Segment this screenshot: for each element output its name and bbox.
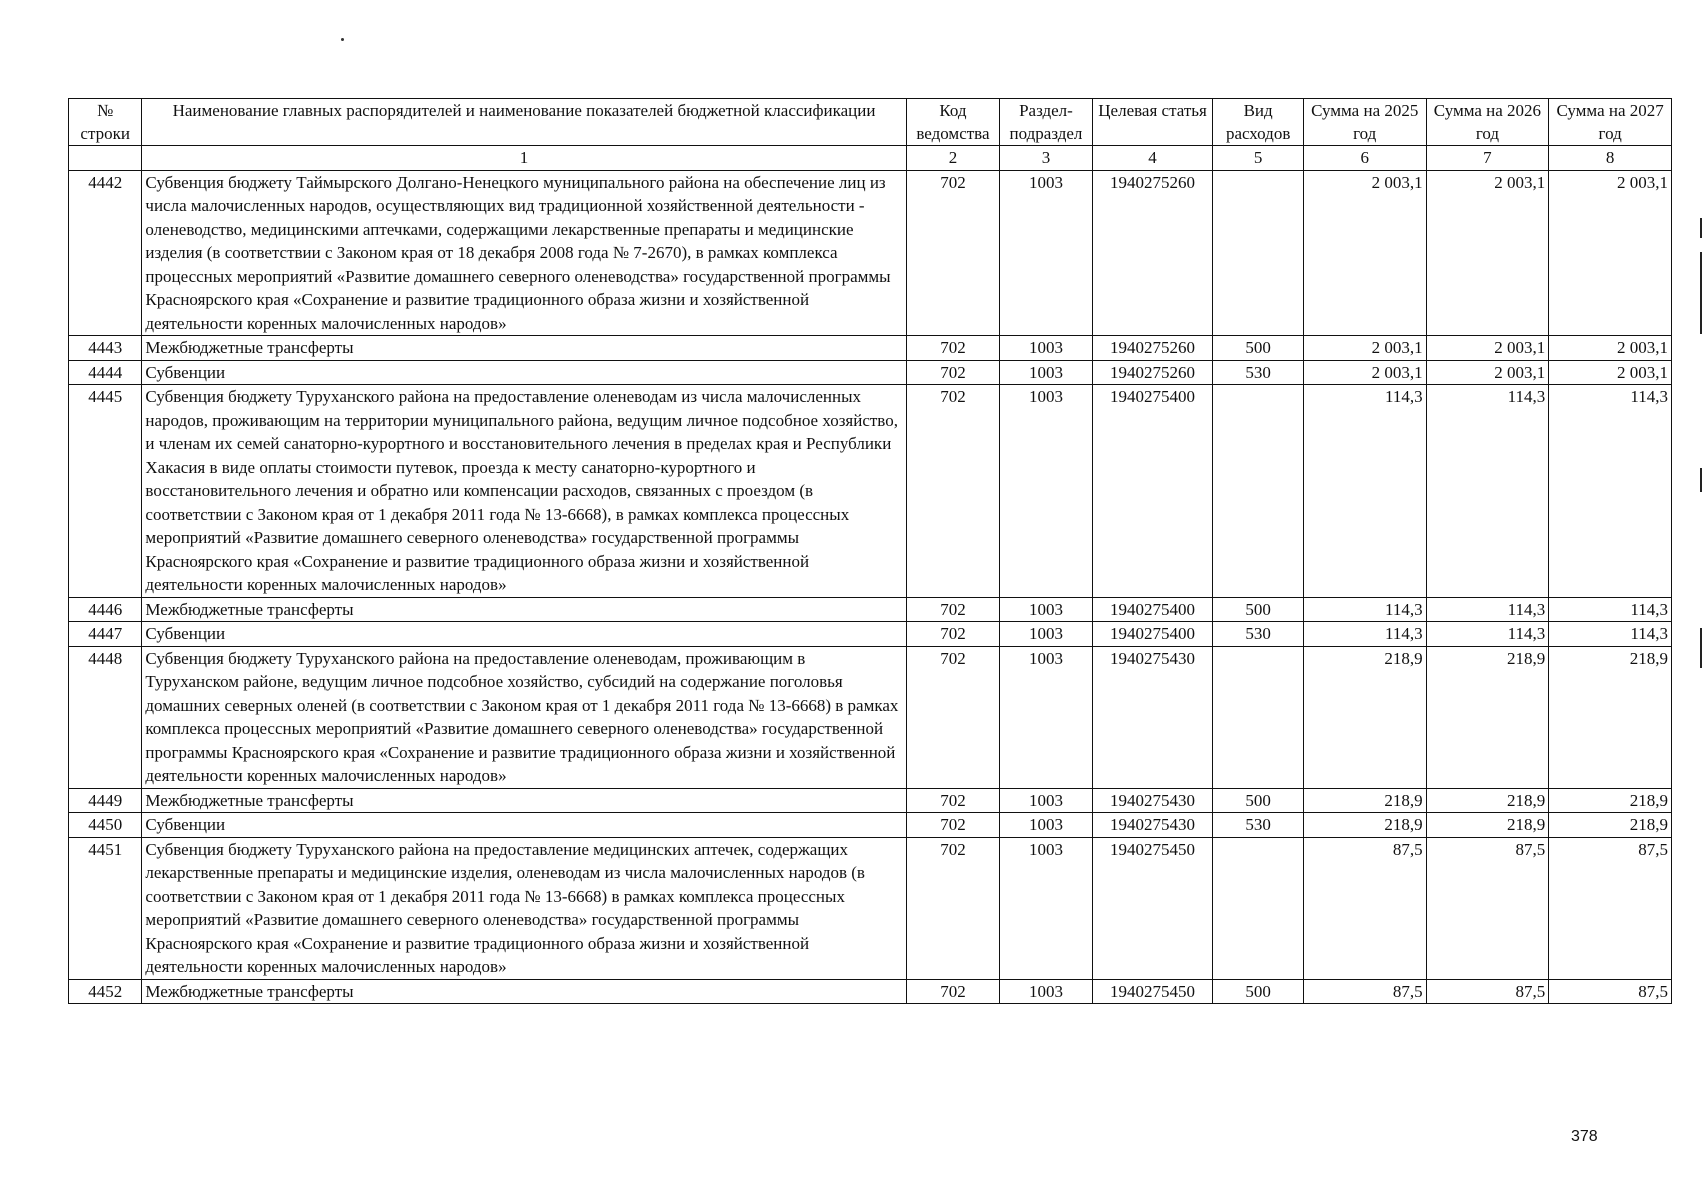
sum-2026: 2 003,1 [1426, 336, 1549, 361]
section-code: 1003 [1000, 360, 1093, 385]
row-number: 4442 [69, 170, 142, 336]
column-number: 3 [1000, 146, 1093, 171]
table-row [69, 837, 1672, 979]
target-article: 1940275400 [1092, 622, 1213, 647]
row-name: Межбюджетные трансферты [142, 788, 906, 813]
row-number: 4446 [69, 597, 142, 622]
row-number: 4451 [69, 837, 142, 979]
sum-2026: 114,3 [1426, 597, 1549, 622]
target-article: 1940275400 [1092, 385, 1213, 598]
expense-type [1213, 837, 1304, 979]
column-number: 1 [142, 146, 906, 171]
department-code: 702 [906, 336, 1000, 361]
header-section: Раздел-подраздел [1000, 99, 1093, 146]
expense-type: 500 [1213, 336, 1304, 361]
scan-edge-mark [1700, 218, 1702, 238]
scan-edge-mark [1700, 468, 1702, 492]
department-code: 702 [906, 646, 1000, 788]
sum-2027: 2 003,1 [1549, 360, 1672, 385]
expense-type: 530 [1213, 622, 1304, 647]
expense-type: 500 [1213, 788, 1304, 813]
target-article: 1940275430 [1092, 813, 1213, 838]
sum-2026: 87,5 [1426, 979, 1549, 1004]
sum-2025: 2 003,1 [1303, 336, 1426, 361]
sum-2025: 218,9 [1303, 646, 1426, 788]
header-target-article: Целевая статья [1092, 99, 1213, 146]
row-name: Субвенция бюджету Туруханского района на предоставление оленеводам из числа малочисленных народов, проживающим на территории муниципального района, ведущим личное подсобное хозяйство, и членам их семей санаторно-курортного и восстановительного лечения в пределах края и Республики Хакасия в виде оплаты стоимости путевок, проезда к месту санаторно-курортного и восстановительного лечения и обратно или компенсации расходов, связанных с проездом (в соответствии с Законом края от 1 декабря 2011 года № 13-6668), в рамках комплекса процессных мероприятий «Развитие домашнего северного оленеводства» государственной программы Красноярского края «Сохранение и развитие традиционного образа жизни и хозяйственной деятельности коренных малочисленных народов» [142, 385, 906, 598]
table-row [69, 622, 1672, 647]
sum-2026: 2 003,1 [1426, 360, 1549, 385]
row-name: Субвенция бюджету Туруханского района на предоставление оленеводам, проживающим в Туруханском районе, ведущим личное подсобное хозяйство, субсидий на содержание поголовья домашних северных оленей (в соответствии с Законом края от 1 декабря 2011 года № 13-6668) в рамках комплекса процессных мероприятий «Развитие домашнего северного оленеводства» государственной программы Красноярского края «Сохранение и развитие традиционного образа жизни и хозяйственной деятельности коренных малочисленных народов» [142, 646, 906, 788]
sum-2026: 114,3 [1426, 385, 1549, 598]
target-article: 1940275400 [1092, 597, 1213, 622]
sum-2027: 114,3 [1549, 622, 1672, 647]
department-code: 702 [906, 597, 1000, 622]
row-name: Субвенции [142, 360, 906, 385]
table-row [69, 597, 1672, 622]
department-code: 702 [906, 788, 1000, 813]
sum-2025: 87,5 [1303, 837, 1426, 979]
row-name: Межбюджетные трансферты [142, 336, 906, 361]
header-sum-2025: Сумма на 2025 год [1303, 99, 1426, 146]
expense-type [1213, 646, 1304, 788]
department-code: 702 [906, 837, 1000, 979]
sum-2027: 2 003,1 [1549, 170, 1672, 336]
department-code: 702 [906, 813, 1000, 838]
column-number: 4 [1092, 146, 1213, 171]
sum-2027: 218,9 [1549, 646, 1672, 788]
header-row [69, 99, 1672, 146]
sum-2025: 114,3 [1303, 385, 1426, 598]
scan-speck [341, 38, 344, 41]
row-number: 4444 [69, 360, 142, 385]
department-code: 702 [906, 360, 1000, 385]
row-number: 4449 [69, 788, 142, 813]
expense-type: 500 [1213, 597, 1304, 622]
section-code: 1003 [1000, 837, 1093, 979]
sum-2025: 2 003,1 [1303, 170, 1426, 336]
table-row [69, 788, 1672, 813]
sum-2027: 87,5 [1549, 837, 1672, 979]
sum-2027: 114,3 [1549, 597, 1672, 622]
section-code: 1003 [1000, 788, 1093, 813]
section-code: 1003 [1000, 646, 1093, 788]
section-code: 1003 [1000, 385, 1093, 598]
page-number: 378 [1571, 1128, 1598, 1145]
sum-2026: 87,5 [1426, 837, 1549, 979]
sum-2026: 114,3 [1426, 622, 1549, 647]
table-row [69, 170, 1672, 336]
row-number: 4448 [69, 646, 142, 788]
header-expense-type: Вид расходов [1213, 99, 1304, 146]
sum-2025: 114,3 [1303, 597, 1426, 622]
section-code: 1003 [1000, 622, 1093, 647]
row-name: Межбюджетные трансферты [142, 597, 906, 622]
budget-table [68, 98, 1672, 1004]
table-row [69, 646, 1672, 788]
expense-type [1213, 385, 1304, 598]
header-row-number: № строки [69, 99, 142, 146]
target-article: 1940275260 [1092, 336, 1213, 361]
row-number: 4452 [69, 979, 142, 1004]
target-article: 1940275430 [1092, 788, 1213, 813]
department-code: 702 [906, 622, 1000, 647]
sum-2027: 218,9 [1549, 813, 1672, 838]
sum-2026: 218,9 [1426, 813, 1549, 838]
expense-type: 530 [1213, 360, 1304, 385]
table-row [69, 979, 1672, 1004]
column-number: 8 [1549, 146, 1672, 171]
header-department-code: Код ведомства [906, 99, 1000, 146]
table-row [69, 813, 1672, 838]
sum-2025: 87,5 [1303, 979, 1426, 1004]
sum-2027: 87,5 [1549, 979, 1672, 1004]
header-sum-2026: Сумма на 2026 год [1426, 99, 1549, 146]
table-row [69, 385, 1672, 598]
column-number: 5 [1213, 146, 1304, 171]
scan-edge-mark [1700, 252, 1702, 334]
expense-type [1213, 170, 1304, 336]
header-sum-2027: Сумма на 2027 год [1549, 99, 1672, 146]
target-article: 1940275260 [1092, 170, 1213, 336]
row-name: Субвенция бюджету Таймырского Долгано-Ненецкого муниципального района на обеспечение лиц из числа малочисленных народов, осуществляющих вид традиционной хозяйственной деятельности - оленеводство, медицинскими аптечками, содержащими лекарственные препараты и медицинские изделия (в соответствии с Законом края от 18 декабря 2008 года № 7-2670), в рамках комплекса процессных мероприятий «Развитие домашнего северного оленеводства» государственной программы Красноярского края «Сохранение и развитие традиционного образа жизни и хозяйственной деятельности коренных малочисленных народов» [142, 170, 906, 336]
table-row [69, 360, 1672, 385]
expense-type: 500 [1213, 979, 1304, 1004]
row-number: 4445 [69, 385, 142, 598]
row-name: Субвенции [142, 813, 906, 838]
row-name: Межбюджетные трансферты [142, 979, 906, 1004]
sum-2026: 218,9 [1426, 646, 1549, 788]
row-name: Субвенция бюджету Туруханского района на предоставление медицинских аптечек, содержащих лекарственные препараты и медицинские изделия, оленеводам из числа малочисленных народов (в соответствии с Законом края от 1 декабря 2011 года № 13-6668) в рамках комплекса процессных мероприятий «Развитие домашнего северного оленеводства» государственной программы Красноярского края «Сохранение и развитие традиционного образа жизни и хозяйственной деятельности коренных малочисленных народов» [142, 837, 906, 979]
section-code: 1003 [1000, 813, 1093, 838]
column-number: 6 [1303, 146, 1426, 171]
column-number: 2 [906, 146, 1000, 171]
sum-2025: 114,3 [1303, 622, 1426, 647]
table-row [69, 336, 1672, 361]
sum-2025: 218,9 [1303, 788, 1426, 813]
sum-2027: 218,9 [1549, 788, 1672, 813]
row-number: 4450 [69, 813, 142, 838]
column-number: 7 [1426, 146, 1549, 171]
target-article: 1940275450 [1092, 979, 1213, 1004]
section-code: 1003 [1000, 597, 1093, 622]
row-number: 4447 [69, 622, 142, 647]
expense-type: 530 [1213, 813, 1304, 838]
sum-2027: 114,3 [1549, 385, 1672, 598]
target-article: 1940275450 [1092, 837, 1213, 979]
sum-2025: 218,9 [1303, 813, 1426, 838]
row-name: Субвенции [142, 622, 906, 647]
column-number [69, 146, 142, 171]
sum-2026: 218,9 [1426, 788, 1549, 813]
department-code: 702 [906, 170, 1000, 336]
target-article: 1940275260 [1092, 360, 1213, 385]
department-code: 702 [906, 979, 1000, 1004]
scan-edge-mark [1700, 628, 1702, 668]
target-article: 1940275430 [1092, 646, 1213, 788]
sum-2025: 2 003,1 [1303, 360, 1426, 385]
section-code: 1003 [1000, 336, 1093, 361]
sum-2026: 2 003,1 [1426, 170, 1549, 336]
department-code: 702 [906, 385, 1000, 598]
sum-2027: 2 003,1 [1549, 336, 1672, 361]
section-code: 1003 [1000, 979, 1093, 1004]
column-number-row [69, 146, 1672, 171]
row-number: 4443 [69, 336, 142, 361]
header-name: Наименование главных распорядителей и наименование показателей бюджетной классификации [142, 99, 906, 146]
section-code: 1003 [1000, 170, 1093, 336]
